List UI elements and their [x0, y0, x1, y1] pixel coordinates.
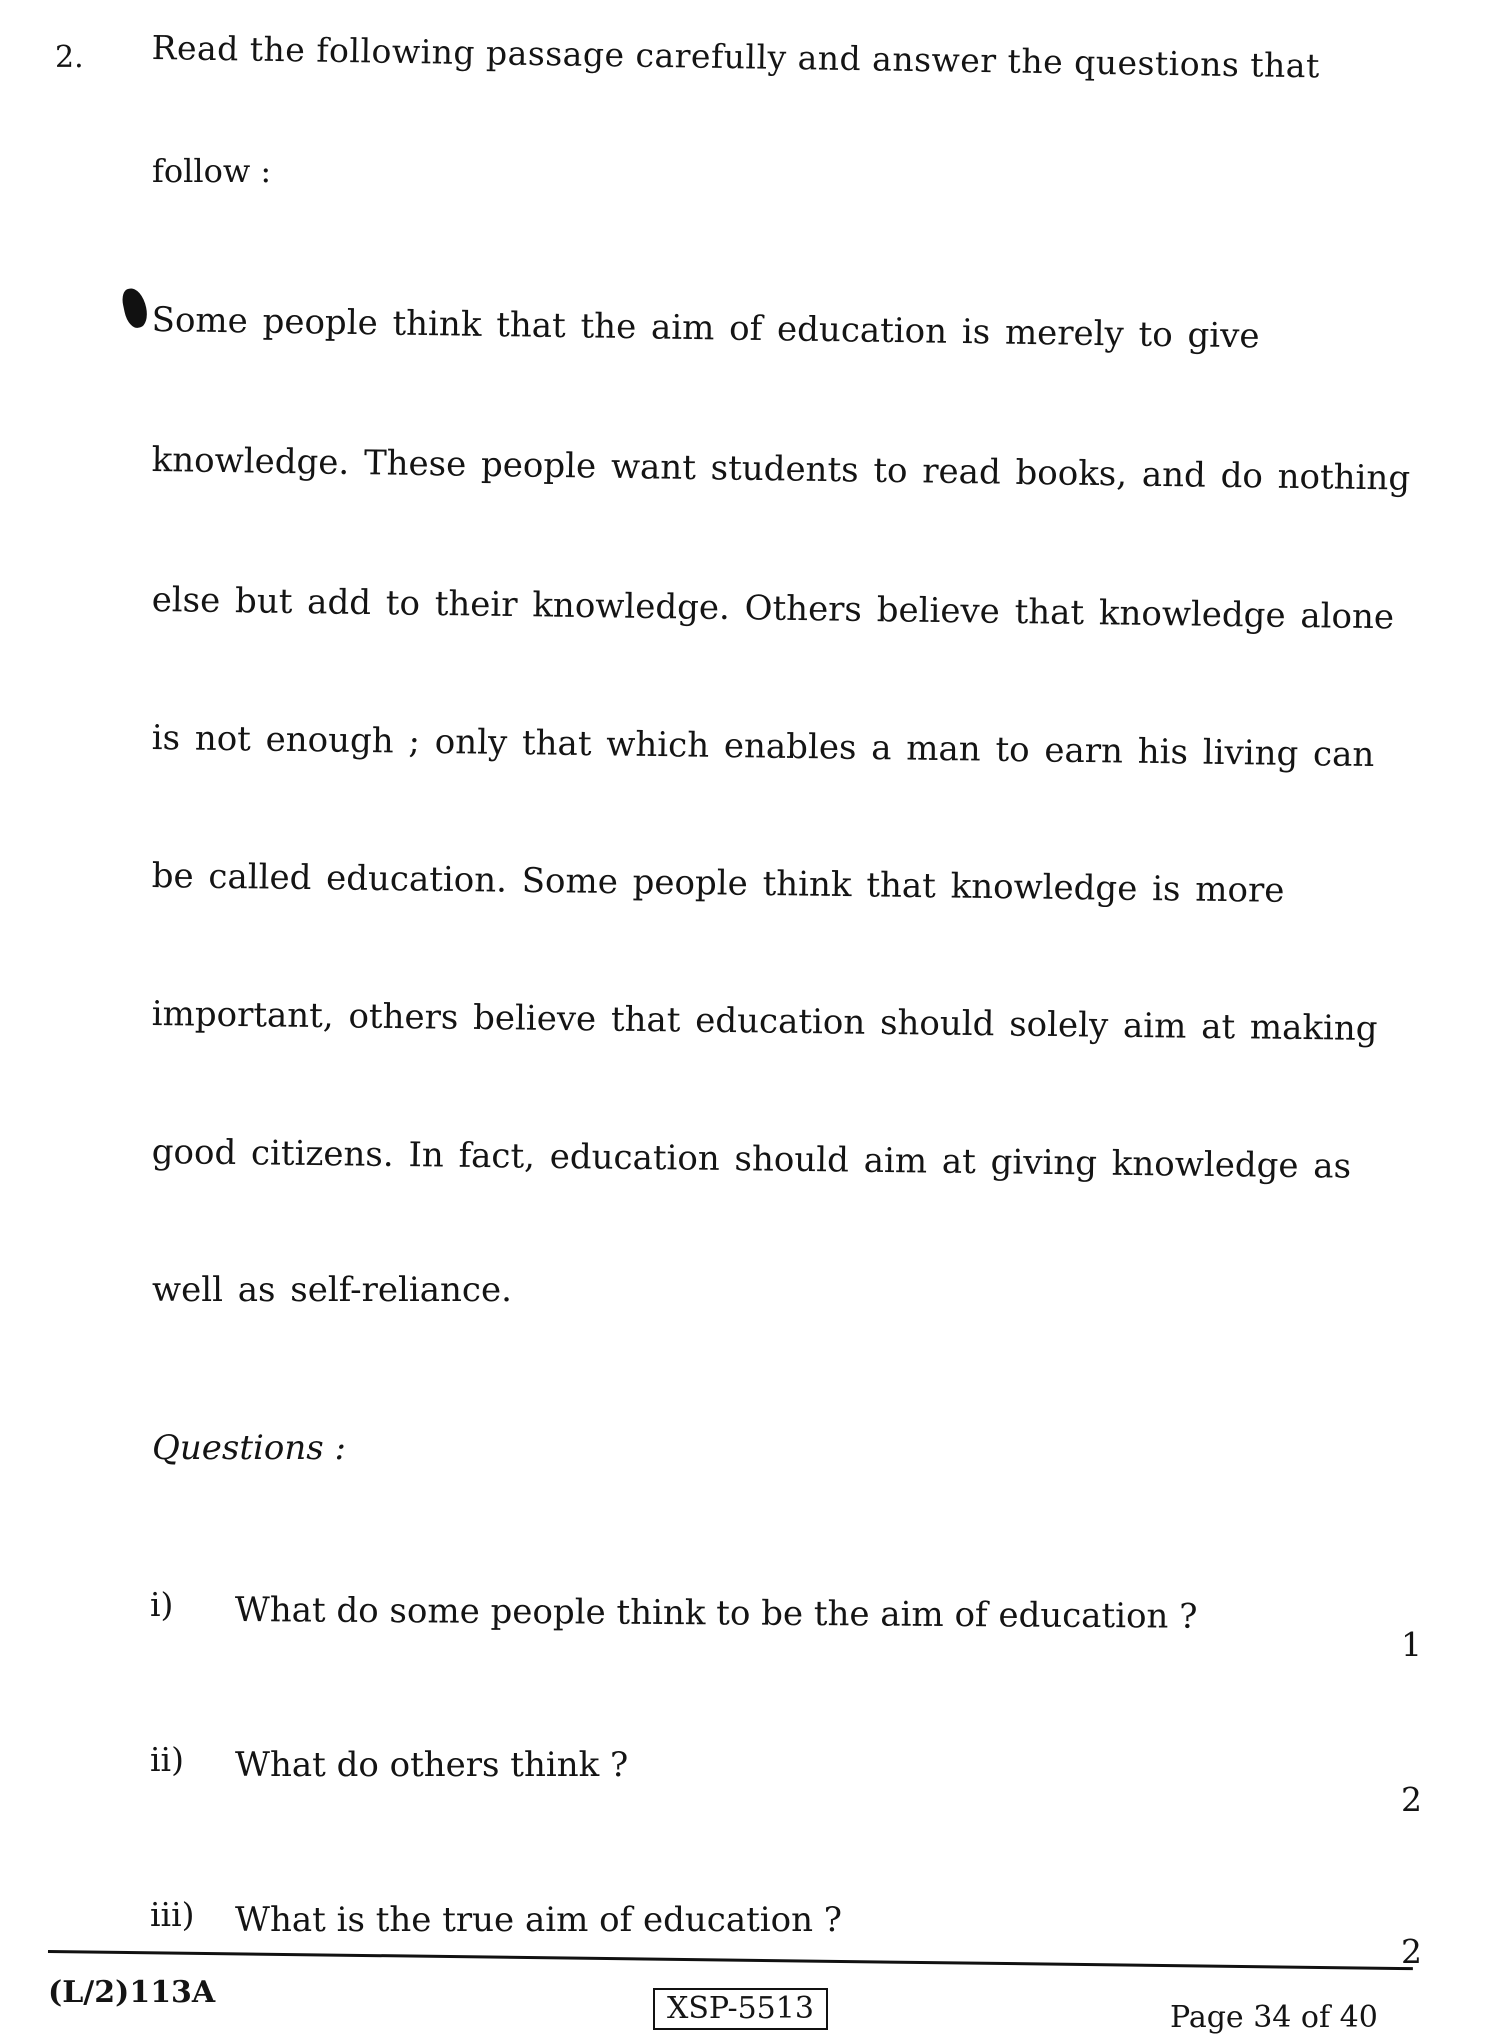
sub-question-text: What do others think ? — [235, 1745, 629, 1785]
sub-question-number: i) — [150, 1585, 174, 1624]
paper-code: (L/2)113A — [48, 1975, 216, 2010]
series-code-box: XSP-5513 — [653, 1988, 828, 2030]
ink-blot-mark — [120, 286, 150, 330]
passage-line: good citizens. In fact, education should aim at giving knowledge as — [151, 1132, 1352, 1187]
passage-line: well as self-reliance. — [152, 1270, 512, 1310]
question-number: 2. — [55, 40, 84, 75]
marks-value: 2 — [1401, 1780, 1422, 1819]
instruction-line-1: Read the following passage carefully and answer the questions that — [151, 28, 1321, 86]
passage-line: be called education. Some people think that knowledge is more — [151, 856, 1285, 911]
page-number: Page 34 of 40 — [1170, 2000, 1378, 2035]
questions-heading: Questions : — [152, 1428, 346, 1468]
passage-line: Some people think that the aim of education is merely to give — [151, 300, 1260, 357]
sub-question-text: What is the true aim of education ? — [235, 1900, 843, 1940]
marks-value: 1 — [1401, 1625, 1422, 1664]
passage-line: knowledge. These people want students to read books, and do nothing — [151, 440, 1411, 499]
footer-divider — [48, 1950, 1413, 1970]
marks-value: 2 — [1401, 1932, 1422, 1971]
passage-line: else but add to their knowledge. Others believe that knowledge alone — [151, 580, 1395, 638]
sub-question-number: ii) — [150, 1740, 184, 1779]
sub-question-text: What do some people think to be the aim of education ? — [234, 1590, 1198, 1637]
passage-line: is not enough ; only that which enables a man to earn his living can — [151, 718, 1375, 776]
passage-line: important, others believe that education should solely aim at making — [151, 994, 1378, 1049]
instruction-line-2: follow : — [152, 152, 272, 190]
sub-question-number: iii) — [150, 1895, 195, 1934]
